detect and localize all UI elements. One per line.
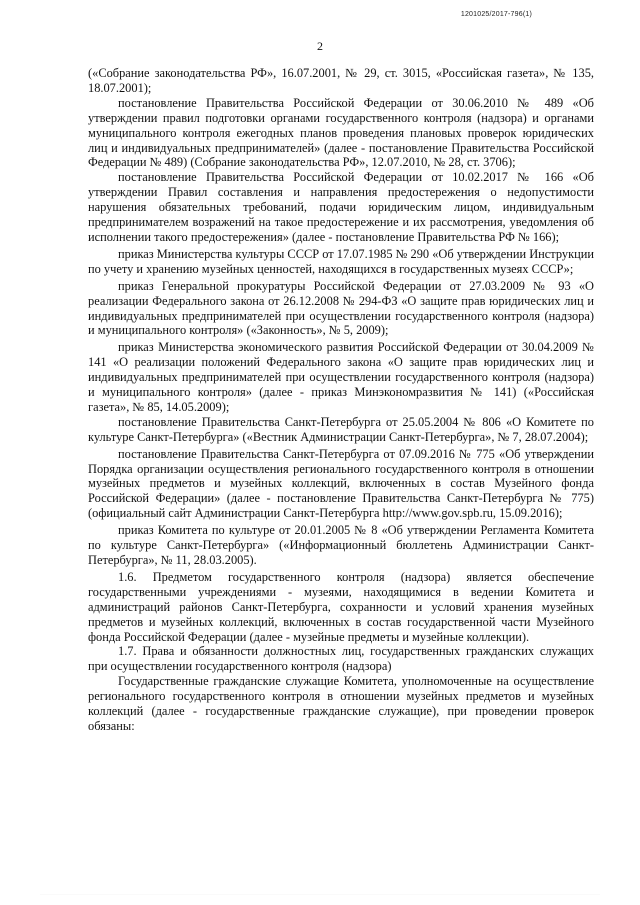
document-registration-number: 1201025/2017-796(1): [460, 11, 532, 18]
paragraph-resolution-489: постановление Правительства Российской Федерации от 30.06.2010 № 489 «Об утверждении правил подготовки органами государственного контроля (надзора) и органами муниципального контроля ежегодных планов проведения плановых проверок юридических лиц и индивидуальных предпринимателей» (далее - постановление Правительства Российской Федерации № 489) (Собрание законодательства РФ», 12.07.2010, № 28, ст. 3706);: [88, 95, 594, 170]
paragraph-order-290: приказ Министерства культуры СССР от 17.07.1985 № 290 «Об утверждении Инструкции по учету и хранению музейных ценностей, находящихся в государственных музеях СССР»;: [88, 246, 594, 276]
paragraph-order-93: приказ Генеральной прокуратуры Российской Федерации от 27.03.2009 № 93 «О реализации Федерального закона от 26.12.2008 № 294-ФЗ «О защите прав юридических лиц и индивидуальных предпринимателей при осуществлении государственного контроля (надзора) и муниципального контроля» («Законность», № 5, 2009);: [88, 278, 594, 338]
page-number: 2: [317, 39, 323, 53]
section-1-6: 1.6. Предметом государственного контроля (надзора) является обеспечение государственными учреждениями - музеями, находящимися в ведении Комитета и администраций районов Санкт-Петербурга, сохранности и условий хранения музейных предметов и музейных коллекций, включенных в состав государственной части Музейного фонда Российской Федерации (далее - музейные предметы и музейные коллекции).: [88, 569, 594, 644]
paragraph-order-141: приказ Министерства экономического развития Российской Федерации от 30.04.2009 № 141 «О реализации положений Федерального закона «О защите прав юридических лиц и индивидуальных предпринимателей при осуществлении государственного контроля (надзора) и муниципального контроля» (далее - приказ Минэкономразвития № 141) («Российская газета», № 85, 14.05.2009);: [88, 340, 594, 414]
paragraph-resolution-775: постановление Правительства Санкт-Петербурга от 07.09.2016 № 775 «Об утверждении Порядка организации осуществления регионального государственного контроля в отношении музейных предметов и музейных коллекций, включенных в состав Музейного фонда Российской Федерации» (далее - постановление Правительства Санкт-Петербурга № 775) (официальный сайт Администрации Санкт-Петербурга http://www.gov.spb.ru, 15.09.2016);: [88, 446, 594, 521]
document-body: [88, 66, 594, 734]
paragraph-continuation: («Собрание законодательства РФ», 16.07.2001, № 29, ст. 3015, «Российская газета», № 135, 18.07.2001);: [88, 66, 594, 95]
page-edge: [40, 894, 600, 895]
section-1-7-heading: 1.7. Права и обязанности должностных лиц, государственных гражданских служащих при осуществлении государственного контроля (надзора): [88, 644, 594, 674]
paragraph-resolution-166: постановление Правительства Российской Федерации от 10.02.2017 № 166 «Об утверждении Правил составления и направления предостережения о недопустимости нарушения обязательных требований, подачи юридическим лицом, индивидуальным предпринимателем возражений на такое предостережение и их рассмотрения, уведомления об исполнении такого предостережения» (далее - постановление Правительства РФ № 166);: [88, 170, 594, 244]
section-1-7-text: Государственные гражданские служащие Комитета, уполномоченные на осуществление регионального государственного контроля в отношении музейных предметов и музейных коллекций (далее - государственные гражданские служащие), при проведении проверок обязаны:: [88, 674, 594, 733]
paragraph-order-8: приказ Комитета по культуре от 20.01.2005 № 8 «Об утверждении Регламента Комитета по культуре Санкт-Петербурга» («Информационный бюллетень Администрации Санкт-Петербурга», № 11, 28.03.2005).: [88, 523, 594, 567]
paragraph-resolution-806: постановление Правительства Санкт-Петербурга от 25.05.2004 № 806 «О Комитете по культуре Санкт-Петербурга» («Вестник Администрации Санкт-Петербурга», № 7, 28.07.2004);: [88, 414, 594, 444]
